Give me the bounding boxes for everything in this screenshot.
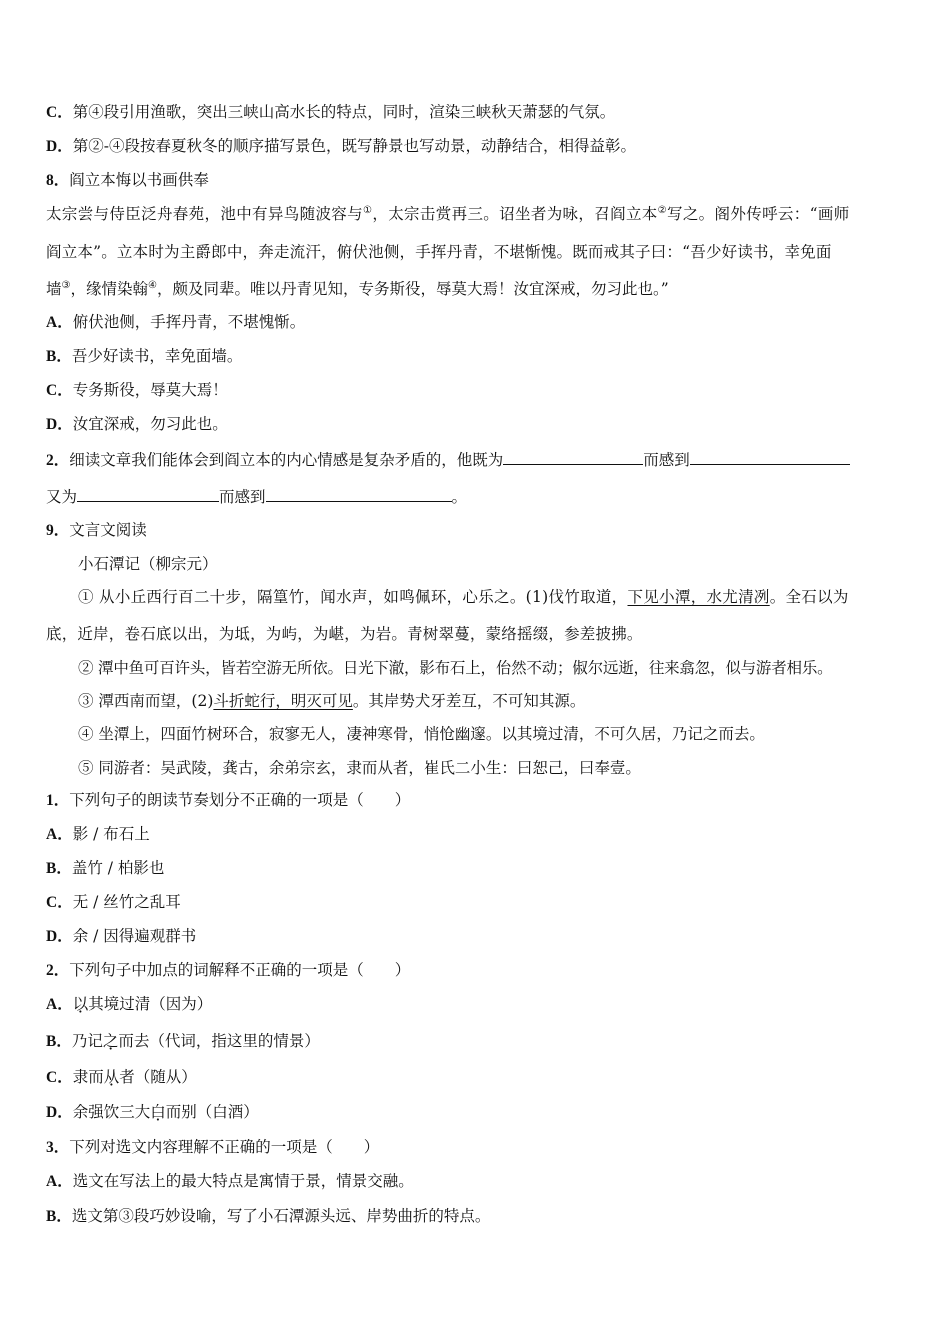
- question-stem: 1．下列句子的朗读节奏划分不正确的一项是（ ）: [46, 791, 411, 809]
- option-line: D．第②-④段按春夏秋冬的顺序描写景色，既写静景也写动景，动静结合，相得益彰。: [46, 137, 636, 155]
- answer-blank[interactable]: [77, 485, 219, 502]
- option-c: C．隶而从者（随从）: [46, 1068, 197, 1086]
- answer-blank[interactable]: [503, 448, 643, 465]
- passage-line: 墙③，缘情染翰④，颇及同辈。唯以丹青见知，专务斯役，辱莫大焉！汝宜深戒，勿习此也。”: [46, 280, 669, 298]
- option-a: A．选文在写法上的最大特点是寓情于景，情景交融。: [46, 1172, 414, 1190]
- passage-line: 底，近岸，卷石底以出，为坻，为屿，为嵁，为岩。青树翠蔓，蒙络摇缀，参差披拂。: [46, 625, 643, 643]
- option-d: D．余 / 因得遍观群书: [46, 927, 197, 945]
- option-b: B．盖竹 / 柏影也: [46, 859, 165, 877]
- option-d: D．汝宜深戒，勿习此也。: [46, 415, 228, 433]
- emphasis-dot-char: 以: [72, 995, 89, 1013]
- question-stem: 2．下列句子中加点的词解释不正确的一项是（ ）: [46, 961, 411, 979]
- passage-line: ④ 坐潭上，四面竹树环合，寂寥无人，凄神寒骨，悄怆幽邃。以其境过清，不可久居，乃记之而去。: [78, 725, 765, 743]
- question-heading: 9．文言文阅读: [46, 521, 147, 539]
- option-a: A．以其境过清（因为）: [46, 995, 213, 1013]
- passage-line: ② 潭中鱼可百许头，皆若空游无所依。日光下澈，影布石上，佁然不动；俶尔远逝，往来翕忽，似与游者相乐。: [78, 659, 833, 677]
- fill-in-question: 又为 而感到 。: [46, 485, 910, 508]
- passage-line: 阎立本”。立本时为主爵郎中，奔走流汗，俯伏池侧，手挥丹青，不堪惭愧。既而戒其子曰：“吾少好读书，幸免面: [46, 243, 832, 261]
- passage-title: 小石潭记（柳宗元）: [78, 555, 218, 573]
- option-b: B．吾少好读书，幸免面墙。: [46, 347, 243, 365]
- option-d: D．余强饮三大白而别（白酒）: [46, 1103, 259, 1121]
- fill-in-question: 2．细读文章我们能体会到阎立本的内心情感是复杂矛盾的，他既为 而感到: [46, 448, 910, 472]
- answer-blank[interactable]: [266, 485, 452, 502]
- option-b: B．选文第③段巧妙设喻，写了小石潭源头远、岸势曲折的特点。: [46, 1207, 491, 1225]
- question-heading: 8．阎立本悔以书画供奉: [46, 171, 209, 189]
- option-line: C．第④段引用渔歌，突出三峡山高水长的特点，同时，渲染三峡秋天萧瑟的气氛。: [46, 103, 616, 121]
- emphasis-dot-char: 白: [150, 1103, 166, 1121]
- option-a: A．俯伏池侧，手挥丹青，不堪愧惭。: [46, 313, 306, 331]
- passage-line: ① 从小丘西行百二十步，隔篁竹，闻水声，如鸣佩环，心乐之。(1)伐竹取道，下见小潭，水尤清冽。全石以为: [78, 588, 849, 606]
- option-c: C．专务斯役，辱莫大焉！: [46, 381, 228, 399]
- passage-line: ⑤ 同游者：吴武陵，龚古，余弟宗玄，隶而从者，崔氏二小生：曰恕己，曰奉壹。: [78, 759, 641, 777]
- passage-line: 太宗尝与侍臣泛舟春苑，池中有异鸟随波容与①，太宗击赏再三。诏坐者为咏，召阎立本②写之。阁外传呼云：“画师: [46, 205, 850, 223]
- emphasis-dot-char: 之: [102, 1032, 119, 1050]
- option-a: A．影 / 布石上: [46, 825, 150, 843]
- option-c: C．无 / 丝竹之乱耳: [46, 893, 181, 911]
- emphasis-dot-char: 从: [103, 1068, 120, 1086]
- answer-blank[interactable]: [690, 448, 850, 465]
- option-b: B．乃记之而去（代词，指这里的情景）: [46, 1032, 320, 1050]
- question-stem: 3．下列对选文内容理解不正确的一项是（ ）: [46, 1138, 380, 1156]
- passage-line: ③ 潭西南而望，(2)斗折蛇行，明灭可见。其岸势犬牙差互，不可知其源。: [78, 692, 586, 710]
